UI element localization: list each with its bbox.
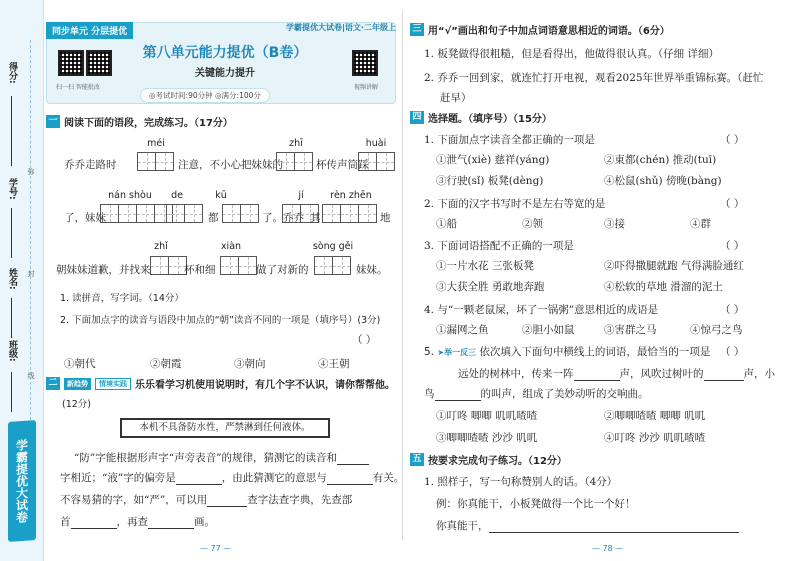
s4-question-4: 4. 与“一颗老鼠屎，坏了一锅粥”意思相近的成语是 — [424, 304, 659, 316]
s2-para-3: 首 ，再查 画。 — [60, 516, 215, 528]
answer-grid-mei[interactable] — [137, 152, 173, 171]
s4-q2-answer[interactable]: （ ） — [720, 198, 745, 210]
row3-text-4: 妹妹。 — [356, 264, 388, 276]
answer-grid-huai[interactable] — [358, 152, 394, 171]
qr-caption-right: 视频讲解 — [354, 84, 379, 91]
binding-margin — [0, 0, 44, 561]
pinyin-ji: jí — [298, 190, 304, 201]
s1-q2-answer[interactable]: （ ） — [352, 334, 377, 346]
s1-option-4: ④王朝 — [318, 358, 350, 370]
s4-q3-opt-4: ④松软的草地 滑溜的泥土 — [604, 281, 723, 293]
s4-q1-opt-1: ①泄气(xiè) 慈祥(yáng) — [436, 154, 550, 166]
blank-1[interactable] — [337, 464, 369, 465]
s5-example: 例：你真能干，小板凳做得一个比一个好！ — [436, 498, 636, 510]
s4-q2-opt-4: ④群 — [690, 218, 711, 230]
s5-question-1: 1. 照样子，写一句称赞别人的话。（4分） — [424, 476, 618, 488]
section-1-heading — [46, 114, 233, 129]
s4-q5-opt-4: ④叮咚 沙沙 叽叽喳喳 — [604, 432, 706, 444]
blank-6[interactable] — [148, 528, 194, 529]
s1-option-1: ①朝代 — [64, 358, 96, 370]
section-5-title: 按要求完成句子练习。（12分） — [428, 456, 567, 467]
row3-text-3: 做了对新的 — [256, 264, 309, 276]
page-title: 第八单元能力提优（B卷） — [142, 45, 308, 61]
s4-q5-text-1: 远处的树林中，传来一阵 声，风吹过树叶的 声，小 — [458, 368, 775, 380]
row3-text-2: 杯和细 — [184, 264, 216, 276]
id-line — [11, 208, 12, 258]
pinyin-huai: huài — [365, 138, 387, 149]
s4-question-5: 5. ➤举一反三 依次填入下面句中横线上的词语，最恰当的一项是 — [424, 346, 711, 358]
page-number-right: — 78 — — [592, 544, 624, 553]
row1-text-2: 注意，不小心把妹妹的 — [178, 159, 283, 171]
practice-badge: 情境实践 — [95, 378, 131, 390]
s4-q5-opt-3: ③唧唧喳喳 沙沙 叽叽 — [436, 432, 538, 444]
s1-option-3: ③朝向 — [234, 358, 266, 370]
name-label: 姓名: — [7, 268, 17, 290]
s4-q5-answer[interactable]: （ ） — [720, 346, 745, 358]
name-line — [11, 298, 12, 338]
s1-option-2: ②朝霞 — [150, 358, 182, 370]
s4-q4-opt-4: ④惊弓之鸟 — [690, 324, 743, 336]
extend-badge: ➤举一反三 — [437, 348, 477, 357]
s5-answer-blank[interactable] — [489, 532, 739, 533]
s1-question-2: 2. 下面加点字的读音与语段中加点的“朝”读音不同的一项是（填序号）(3分) — [60, 315, 381, 326]
fold-mark-3: 线 — [27, 372, 35, 379]
section-5-heading — [410, 452, 567, 467]
blank-5[interactable] — [71, 528, 117, 529]
s4-q4-opt-1: ①漏网之鱼 — [436, 324, 489, 336]
pinyin-zhi-2: zhǐ — [154, 241, 168, 252]
manual-note: 本机不具备防水性，严禁淋到任何液体。 — [120, 418, 330, 438]
s4-q3-answer[interactable]: （ ） — [720, 240, 745, 252]
s4-question-1: 1. 下面加点字读音全都正确的一项是 — [424, 134, 595, 146]
section-3-title: 用“√”画出和句子中加点词语意思相近的词语。（6分） — [428, 26, 670, 37]
section-2-heading — [46, 376, 395, 391]
s4-q1-opt-2: ②東都(chén) 推动(tuī) — [604, 154, 717, 166]
pinyin-mei: méi — [147, 138, 165, 149]
row3-text-1: 朝妹妹道歉，并找来 — [56, 264, 151, 276]
score-line — [11, 96, 12, 166]
pinyin-nan-shou: nán shòu — [108, 190, 152, 201]
section-5-number: 五 — [410, 453, 424, 466]
s4-q2-opt-3: ③接 — [604, 218, 625, 230]
s3-item-1: 1. 板凳做得很粗糙，但是看得出，他做得很认真。（仔细 详细） — [424, 48, 719, 60]
s1-question-1: 1. 读拼音，写字词。（14分） — [60, 293, 184, 304]
row2-text-2: 都 — [208, 212, 219, 224]
qr-caption-left: 扫一扫 智能批改 — [56, 84, 100, 91]
fold-mark-1: 弥 — [27, 168, 35, 175]
qr-code-left-2[interactable] — [86, 50, 112, 76]
pinyin-zhi: zhī — [289, 138, 303, 149]
pinyin-ku: kū — [215, 190, 227, 201]
section-2-score: (12分) — [62, 399, 92, 410]
blank-2[interactable] — [176, 484, 222, 485]
fold-mark-2: 封 — [27, 270, 35, 277]
page-divider — [402, 10, 403, 540]
page-number-left: — 77 — — [200, 544, 232, 553]
qr-code-left[interactable] — [58, 50, 84, 76]
s3-item-2b: 赶早） — [440, 92, 472, 104]
answer-grid-nan-shou[interactable] — [100, 204, 172, 223]
row2-text-5: 地 — [380, 212, 391, 224]
row1-text-1: 乔乔走路时 — [64, 159, 117, 171]
s4-q5-text-2: 鸟 的叫声，组成了美妙动听的交响曲。 — [424, 388, 649, 400]
student-id-label: 学号: — [7, 178, 17, 200]
row2-text-3: 了。乔乔 — [262, 212, 304, 224]
blank-3[interactable] — [327, 484, 373, 485]
section-1-title: 阅读下面的语段，完成练习。（17分） — [64, 118, 233, 129]
section-4-heading — [410, 110, 552, 125]
q5-blank-2[interactable] — [704, 380, 744, 381]
brand-logo: 学霸提优大试卷 — [8, 420, 36, 542]
s4-question-3: 3. 下面词语搭配不正确的一项是 — [424, 240, 574, 252]
s5-answer-line: 你真能干， — [436, 518, 739, 533]
page-subtitle: 关键能力提升 — [195, 68, 255, 79]
s4-q3-opt-2: ②吓得撒腿就跑 气得满脸通红 — [604, 260, 744, 272]
pinyin-xian: xiàn — [220, 241, 242, 252]
answer-grid-song-gei[interactable] — [314, 256, 350, 275]
s4-question-2: 2. 下面的汉字书写时不是左右等宽的是 — [424, 198, 606, 210]
section-3-number: 三 — [410, 23, 424, 36]
score-label: 得分: — [7, 62, 17, 84]
s4-q3-opt-3: ③大获全胜 勇敢地奔跑 — [436, 281, 545, 293]
section-4-number: 四 — [410, 111, 424, 124]
s2-para-1b: 字相近；“液”字的偏旁是 ，由此猜测它的意思与 有关。 — [60, 472, 405, 484]
row2-text-1: 了，妹妹 — [64, 212, 106, 224]
class-line — [11, 372, 12, 412]
blank-4[interactable] — [207, 506, 247, 507]
q5-blank-3[interactable] — [435, 400, 481, 401]
qr-code-right[interactable] — [352, 50, 378, 76]
section-2-title: 乐乐看学习机使用说明时，有几个字不认识，请你帮帮他。 — [135, 380, 395, 391]
section-4-title: 选择题。（填序号）（15分） — [428, 114, 552, 125]
class-label: 班级: — [7, 340, 17, 362]
s4-q5-opt-1: ①叮咚 唧唧 叽叽喳喳 — [436, 410, 538, 422]
row1-text-3: 杯传声筒踩 — [316, 159, 369, 171]
s4-q1-opt-3: ③行驶(sǐ) 板凳(dèng) — [436, 175, 544, 187]
s4-q4-opt-2: ②胆小如鼠 — [522, 324, 575, 336]
row2-text-4: 其 — [310, 212, 321, 224]
s4-q5-opt-2: ②唧唧喳喳 唧唧 叽叽 — [604, 410, 706, 422]
section-3-heading — [410, 22, 670, 37]
section-1-number: 一 — [46, 115, 60, 128]
s2-para-1a: “防”字能根据形声字“声旁表音”的规律，猜测它的读音和 — [74, 450, 369, 465]
s4-q2-opt-1: ①船 — [436, 218, 457, 230]
s4-q1-answer[interactable]: （ ） — [720, 134, 745, 146]
s2-para-2: 不容易猜的字，如“严”，可以用 查字法查字典，先查部 — [60, 494, 353, 506]
s4-q2-opt-2: ②领 — [522, 218, 543, 230]
unit-tag: 同步单元 分层提优 — [46, 22, 133, 39]
exam-meta: ◎考试时间:90分钟 ◎满分:100分 — [140, 88, 270, 103]
pinyin-de: de — [171, 190, 183, 201]
answer-grid-ku[interactable] — [222, 204, 258, 223]
q5-blank-1[interactable] — [574, 380, 620, 381]
s4-q4-opt-3: ③害群之马 — [604, 324, 657, 336]
answer-grid-zhi-2[interactable] — [150, 256, 186, 275]
answer-grid-xian[interactable] — [220, 256, 256, 275]
answer-grid-de[interactable] — [166, 204, 202, 223]
pinyin-song-gei: sòng gěi — [312, 241, 354, 252]
s4-q1-opt-4: ④松鼠(shǔ) 傍晚(bàng) — [604, 175, 722, 187]
series-tag: 学霸提优大试卷|语文·二年级上 — [286, 23, 396, 32]
answer-grid-zhi[interactable] — [276, 152, 312, 171]
s4-q3-opt-1: ①一片水花 三张板凳 — [436, 260, 534, 272]
section-2-number: 二 — [46, 377, 60, 390]
answer-grid-ren-zhen[interactable] — [322, 204, 376, 223]
trend-badge: 新趋势 — [64, 378, 91, 390]
s3-item-2a: 2. 乔乔一回到家，就连忙打开电视，观看2025年世界举重锦标赛。（赶忙 — [424, 72, 764, 84]
pinyin-ren-zhen: rèn zhēn — [330, 190, 372, 201]
s4-q4-answer[interactable]: （ ） — [720, 304, 745, 316]
